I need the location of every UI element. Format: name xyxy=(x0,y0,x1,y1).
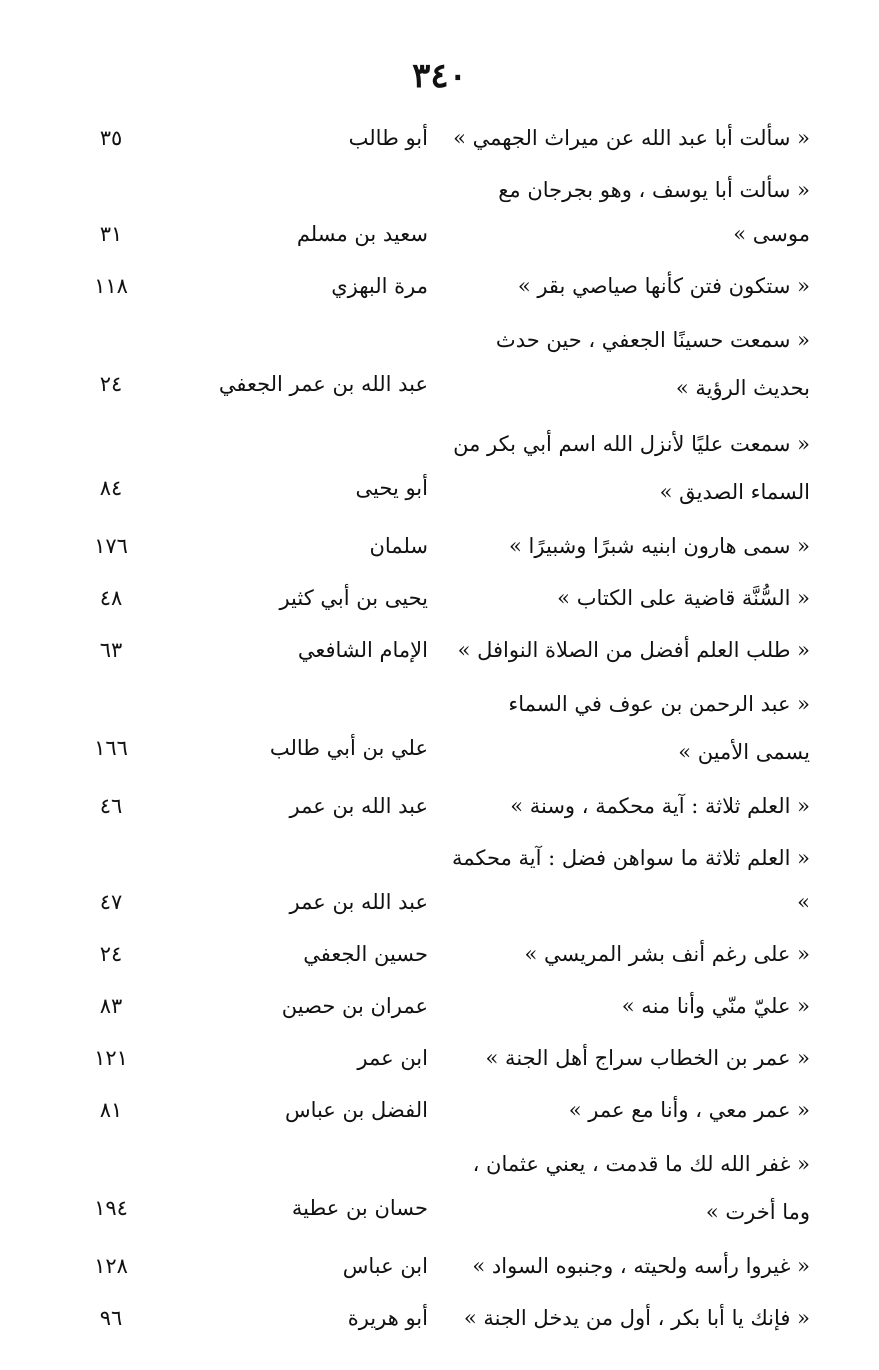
entry-text: « عبد الرحمن بن عوف في السماء يسمى الأمين » xyxy=(508,692,810,764)
entry-narrator: أبو يحيى xyxy=(355,476,428,500)
entry-text: « السُّنَّة قاضية على الكتاب » xyxy=(557,586,810,610)
entry-page-number: ٩٦ xyxy=(99,1306,123,1330)
entry-narrator: أبو هريرة xyxy=(347,1306,428,1330)
index-row xyxy=(80,264,810,308)
entry-narrator: عبد الله بن عمر xyxy=(289,794,428,818)
entry-text: « العلم ثلاثة ما سواهن فضل : آية محكمة » xyxy=(452,846,810,914)
entry-narrator: يحيى بن أبي كثير xyxy=(279,586,428,610)
index-row xyxy=(80,680,810,776)
entry-text: « سألت أبا يوسف ، وهو بجرجان مع موسى » xyxy=(498,178,810,246)
entry-page-number: ٤٧ xyxy=(99,890,123,914)
index-row xyxy=(80,116,810,160)
entry-text: « عمر معي ، وأنا مع عمر » xyxy=(568,1098,810,1122)
entry-narrator: ابن عباس xyxy=(342,1254,428,1278)
entry-narrator: عمران بن حصين xyxy=(281,994,428,1018)
index-row xyxy=(80,316,810,412)
entry-text: « عليّ منّي وأنا منه » xyxy=(621,994,810,1018)
index-row xyxy=(80,784,810,828)
entry-text: « على رغم أنف بشر المريسي » xyxy=(524,942,810,966)
index-list xyxy=(80,116,810,1348)
entry-page-number: ٨١ xyxy=(99,1098,123,1122)
entry-text: « سمى هارون ابنيه شبرًا وشبيرًا » xyxy=(509,534,810,558)
entry-text: « غيروا رأسه ولحيته ، وجنبوه السواد » xyxy=(472,1254,810,1278)
entry-narrator: سعيد بن مسلم xyxy=(296,222,428,246)
entry-page-number: ٢٤ xyxy=(99,942,123,966)
index-row xyxy=(80,524,810,568)
entry-page-number: ١٩٤ xyxy=(94,1196,128,1220)
entry-text: « العلم ثلاثة : آية محكمة ، وسنة » xyxy=(510,794,810,818)
entry-page-number: ١١٨ xyxy=(94,274,128,298)
entry-narrator: حسين الجعفي xyxy=(303,942,428,966)
entry-page-number: ١٢١ xyxy=(94,1046,128,1070)
entry-page-number: ٨٣ xyxy=(99,994,123,1018)
entry-text: « سمعت عليًا لأنزل الله اسم أبي بكر من السماء الصديق » xyxy=(453,432,810,504)
entry-page-number: ٦٣ xyxy=(99,638,123,662)
entry-page-number: ١٢٨ xyxy=(94,1254,128,1278)
entry-narrator: عبد الله بن عمر الجعفي xyxy=(218,372,428,396)
entry-narrator: علي بن أبي طالب xyxy=(269,736,428,760)
index-row xyxy=(80,932,810,976)
entry-narrator: الإمام الشافعي xyxy=(297,638,428,662)
index-row xyxy=(80,1036,810,1080)
entry-text: « فإنك يا أبا بكر ، أول من يدخل الجنة » xyxy=(463,1306,810,1330)
index-row xyxy=(80,836,810,924)
index-row xyxy=(80,420,810,516)
index-row xyxy=(80,1244,810,1288)
entry-page-number: ٤٨ xyxy=(99,586,123,610)
page-number: ٣٤٠ xyxy=(412,56,467,96)
entry-narrator: سلمان xyxy=(369,534,428,558)
index-row xyxy=(80,168,810,256)
index-row xyxy=(80,628,810,672)
entry-narrator: الفضل بن عباس xyxy=(284,1098,428,1122)
index-row xyxy=(80,1296,810,1340)
index-row xyxy=(80,576,810,620)
entry-narrator: عبد الله بن عمر xyxy=(289,890,428,914)
entry-text: « غفر الله لك ما قدمت ، يعني عثمان ، وما أخرت » xyxy=(472,1152,810,1224)
entry-page-number: ١٧٦ xyxy=(94,534,128,558)
entry-page-number: ٢٤ xyxy=(99,372,123,396)
entry-text: « سمعت حسينًا الجعفي ، حين حدث بحديث الرؤية » xyxy=(495,328,810,400)
entry-narrator: مرة البهزي xyxy=(331,274,428,298)
entry-page-number: ٣٥ xyxy=(99,126,123,150)
entry-text: « طلب العلم أفضل من الصلاة النوافل » xyxy=(457,638,810,662)
entry-page-number: ٤٦ xyxy=(99,794,123,818)
entry-narrator: ابن عمر xyxy=(357,1046,428,1070)
entry-page-number: ١٦٦ xyxy=(94,736,128,760)
index-row xyxy=(80,1140,810,1236)
entry-page-number: ٨٤ xyxy=(99,476,123,500)
entry-text: « عمر بن الخطاب سراج أهل الجنة » xyxy=(485,1046,810,1070)
index-row xyxy=(80,1088,810,1132)
index-row xyxy=(80,984,810,1028)
entry-narrator: أبو طالب xyxy=(348,126,428,150)
entry-page-number: ٣١ xyxy=(99,222,123,246)
entry-text: « سألت أبا عبد الله عن ميراث الجهمي » xyxy=(453,126,810,150)
entry-narrator: حسان بن عطية xyxy=(291,1196,428,1220)
entry-text: « ستكون فتن كأنها صياصي بقر » xyxy=(517,274,810,298)
